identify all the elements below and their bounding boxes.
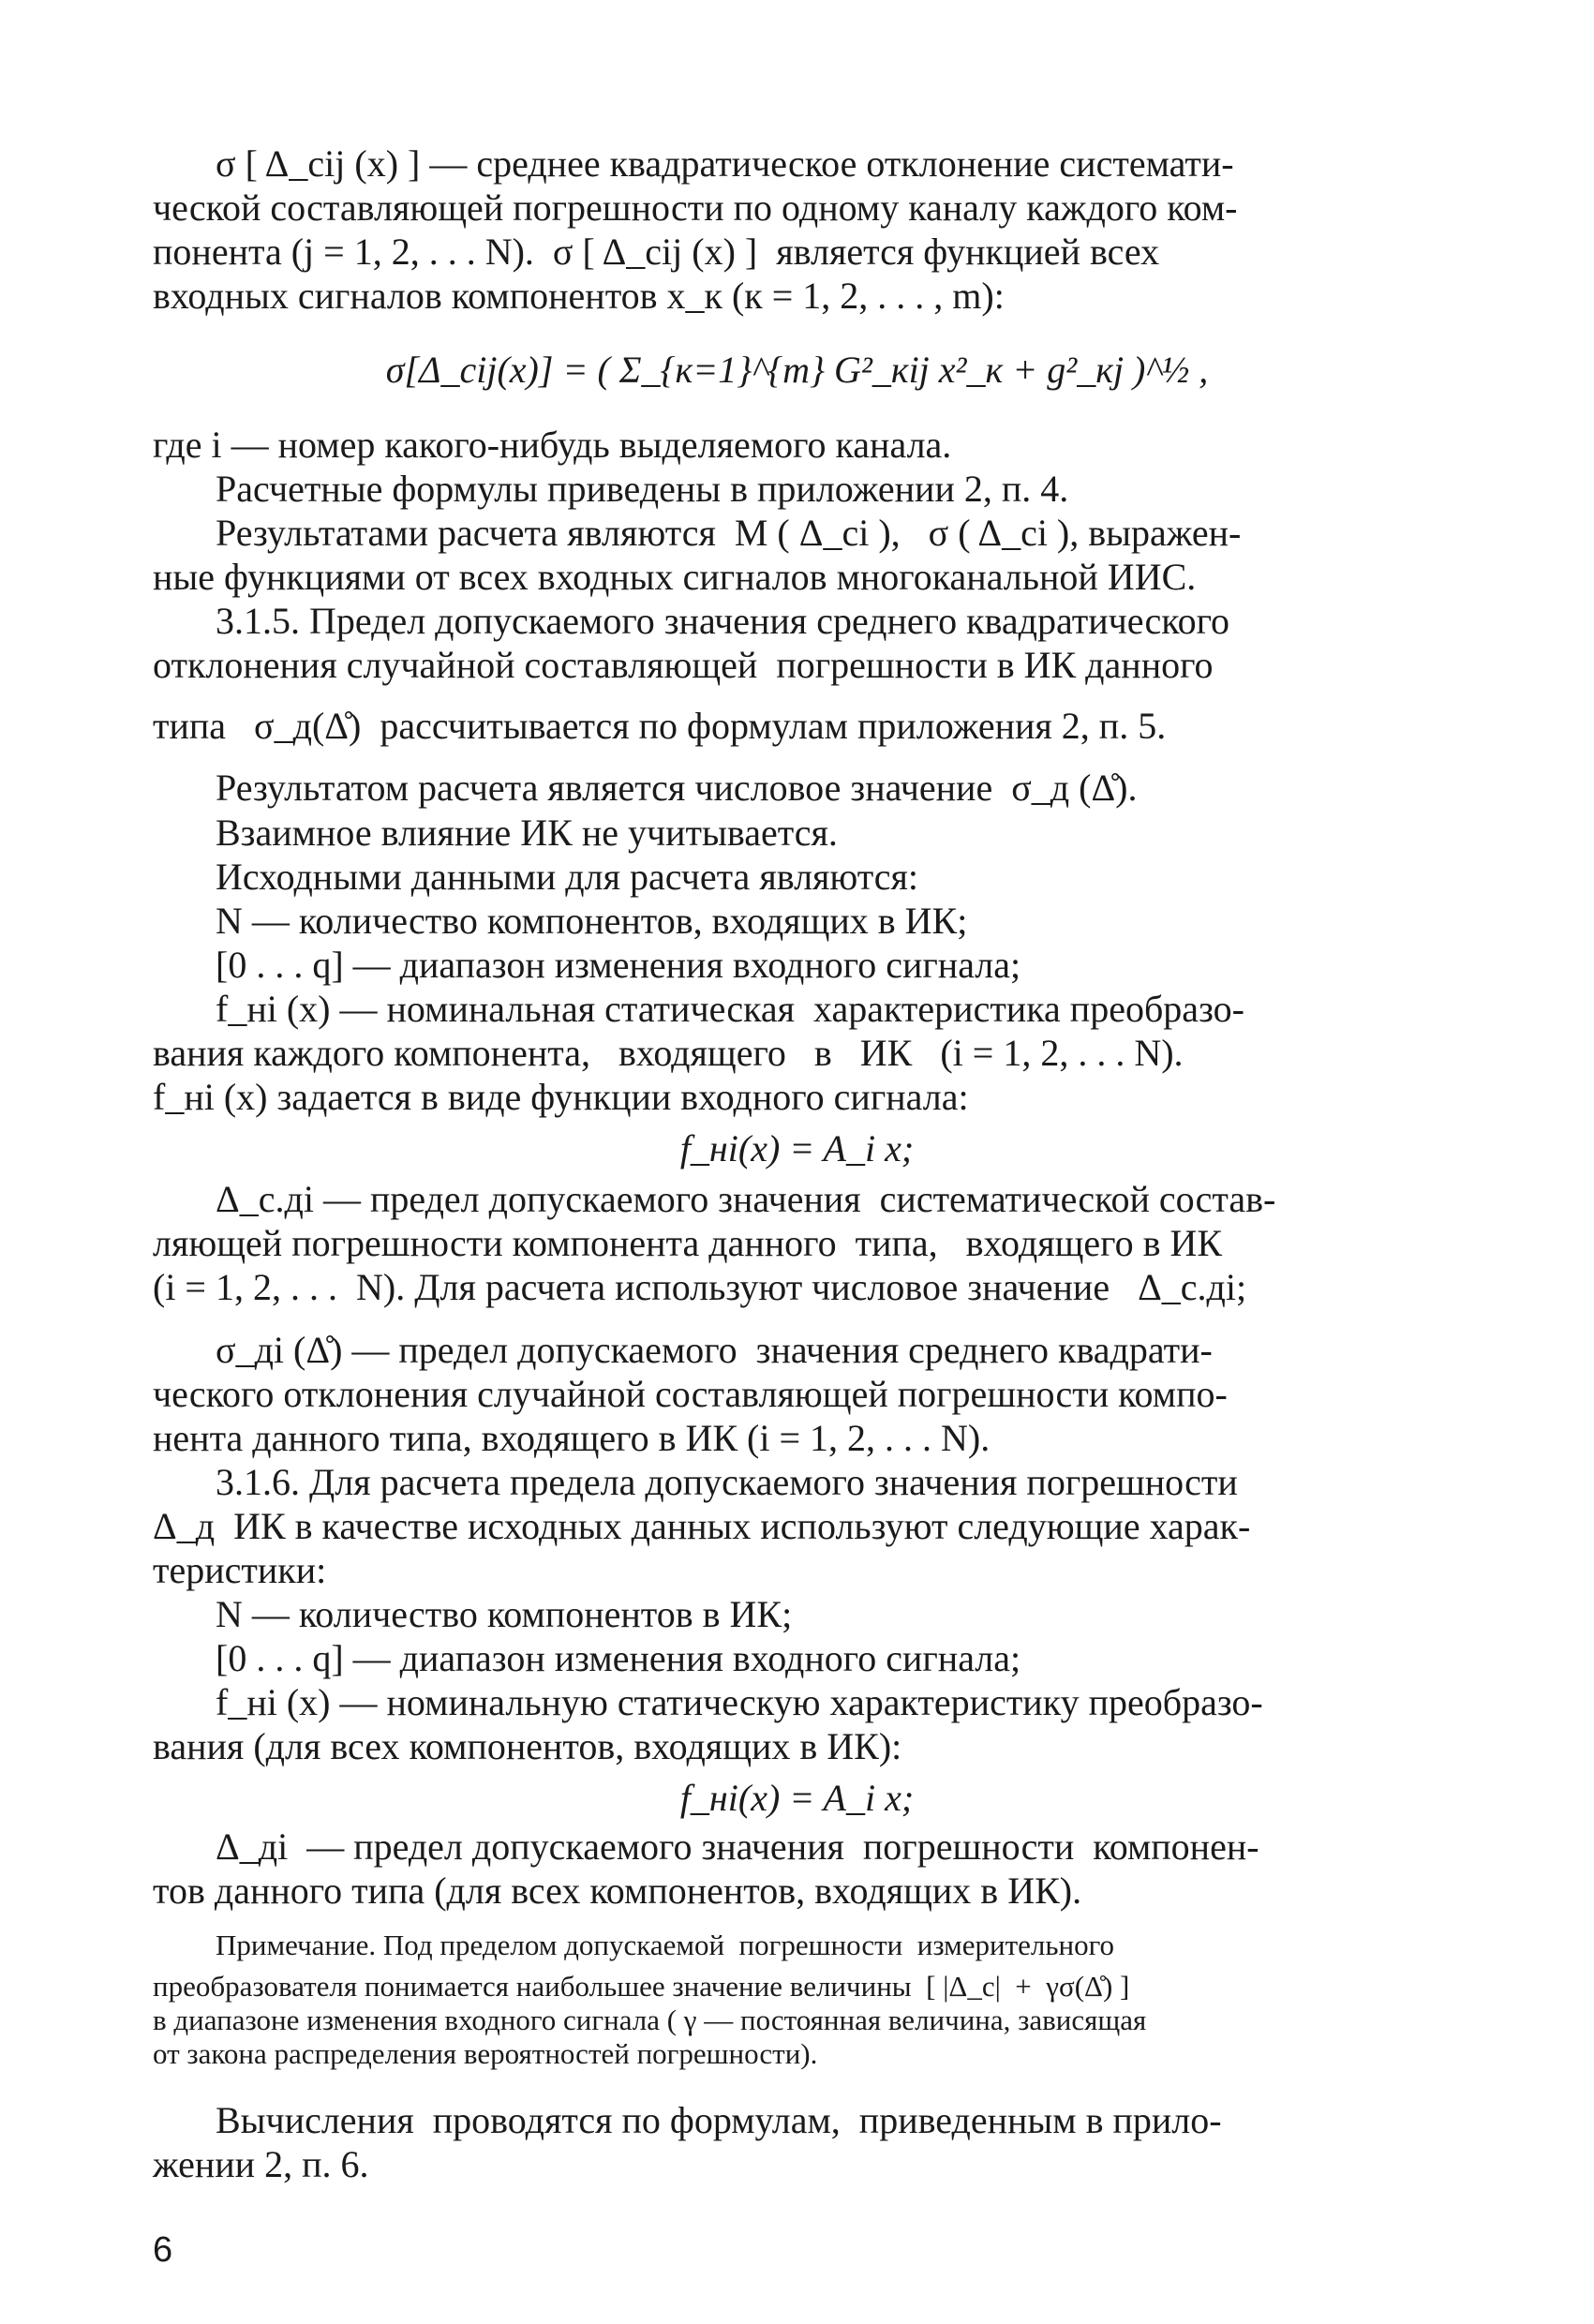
formula-sigma-systematic: σ[Δ_cij(x)] = ( Σ_{к=1}^{m} G²_кij x²_к + g²_кj )^½ , [385, 349, 1209, 391]
text-line: вания каждого компонента, входящего в ИК (i = 1, 2, . . . N). [153, 1032, 1184, 1074]
list-item: f_нi (x) — номинальную статическую характеристику преобразо- [216, 1681, 1263, 1723]
note-line: в диапазоне изменения входного сигнала ( γ — постоянная величина, зависящая [153, 2004, 1147, 2036]
text-line: ные функциями от всех входных сигналов многоканальной ИИС. [153, 556, 1197, 598]
text-line: Расчетные формулы приведены в приложении 2, п. 4. [216, 468, 1069, 510]
formula-fni-2: f_нi(x) = A_i x; [679, 1777, 915, 1819]
text-line: Результатами расчета являются M ( Δ_ci ), σ ( Δ_ci ), выражен- [216, 512, 1242, 554]
text-line: Взаимное влияние ИК не учитывается. [216, 812, 838, 854]
text-line: (i = 1, 2, . . . N). Для расчета используют числовое значение Δ_с.дi; [153, 1266, 1247, 1308]
list-item: Δ_дi — предел допускаемого значения погрешности компонен- [216, 1825, 1259, 1868]
page-number: 6 [153, 2230, 173, 2270]
text-line: типа σ_д(Δ̊) рассчитывается по формулам приложения 2, п. 5. [153, 705, 1167, 747]
section-3-1-5: 3.1.5. Предел допускаемого значения среднего квадратического [216, 600, 1230, 642]
text-line: отклонения случайной составляющей погрешности в ИК данного [153, 644, 1214, 686]
text-line: f_нi (x) задается в виде функции входного сигнала: [153, 1076, 969, 1118]
list-item: σ_дi (Δ̊) — предел допускаемого значения среднего квадрати- [216, 1329, 1213, 1371]
text-line: ческой составляющей погрешности по одному каналу каждого ком- [153, 186, 1238, 229]
note-line: Примечание. Под пределом допускаемой погрешности измерительного [216, 1929, 1115, 1961]
text-line: входных сигналов компонентов x_к (к = 1, 2, . . . , m): [153, 275, 1005, 317]
list-item: [0 . . . q] — диапазон изменения входного сигнала; [216, 1637, 1021, 1679]
note-line: преобразователя понимается наибольшее значение величины [ |Δ_с| + γσ(Δ̊) ] [153, 1970, 1130, 2003]
text-line: где i — номер какого-нибудь выделяемого канала. [153, 424, 952, 466]
list-item: Δ_с.дi — предел допускаемого значения систематической состав- [216, 1178, 1276, 1220]
note-line: от закона распределения вероятностей погрешности). [153, 2037, 818, 2070]
list-item: N — количество компонентов, входящих в ИК; [216, 900, 968, 942]
text-line: жении 2, п. 6. [153, 2143, 369, 2185]
list-item: N — количество компонентов в ИК; [216, 1593, 793, 1635]
text-line: Результатом расчета является числовое значение σ_д (Δ̊). [216, 767, 1138, 809]
text-line: вания (для всех компонентов, входящих в ИК): [153, 1725, 902, 1767]
text-line: ляющей погрешности компонента данного типа, входящего в ИК [153, 1222, 1223, 1264]
text-line: Вычисления проводятся по формулам, приведенным в прило- [216, 2099, 1222, 2141]
text-line: тов данного типа (для всех компонентов, входящих в ИК). [153, 1870, 1082, 1912]
text-line: Исходными данными для расчета являются: [216, 856, 919, 898]
text-line: σ [ Δ_cij (x) ] — среднее квадратическое отклонение системати- [216, 142, 1234, 185]
text-line: ческого отклонения случайной составляющей погрешности компо- [153, 1373, 1228, 1415]
list-item: f_нi (x) — номинальная статическая характеристика преобразо- [216, 988, 1244, 1030]
text-line: теристики: [153, 1549, 327, 1591]
section-3-1-6: 3.1.6. Для расчета предела допускаемого значения погрешности [216, 1461, 1238, 1503]
text-line: понента (j = 1, 2, . . . N). σ [ Δ_cij (x) ] является функцией всех [153, 231, 1160, 273]
text-line: нента данного типа, входящего в ИК (i = 1, 2, . . . N). [153, 1417, 991, 1459]
list-item: [0 . . . q] — диапазон изменения входного сигнала; [216, 944, 1021, 986]
text-line: Δ_д ИК в качестве исходных данных используют следующие харак- [153, 1505, 1251, 1547]
formula-fni: f_нi(x) = A_i x; [679, 1127, 915, 1169]
